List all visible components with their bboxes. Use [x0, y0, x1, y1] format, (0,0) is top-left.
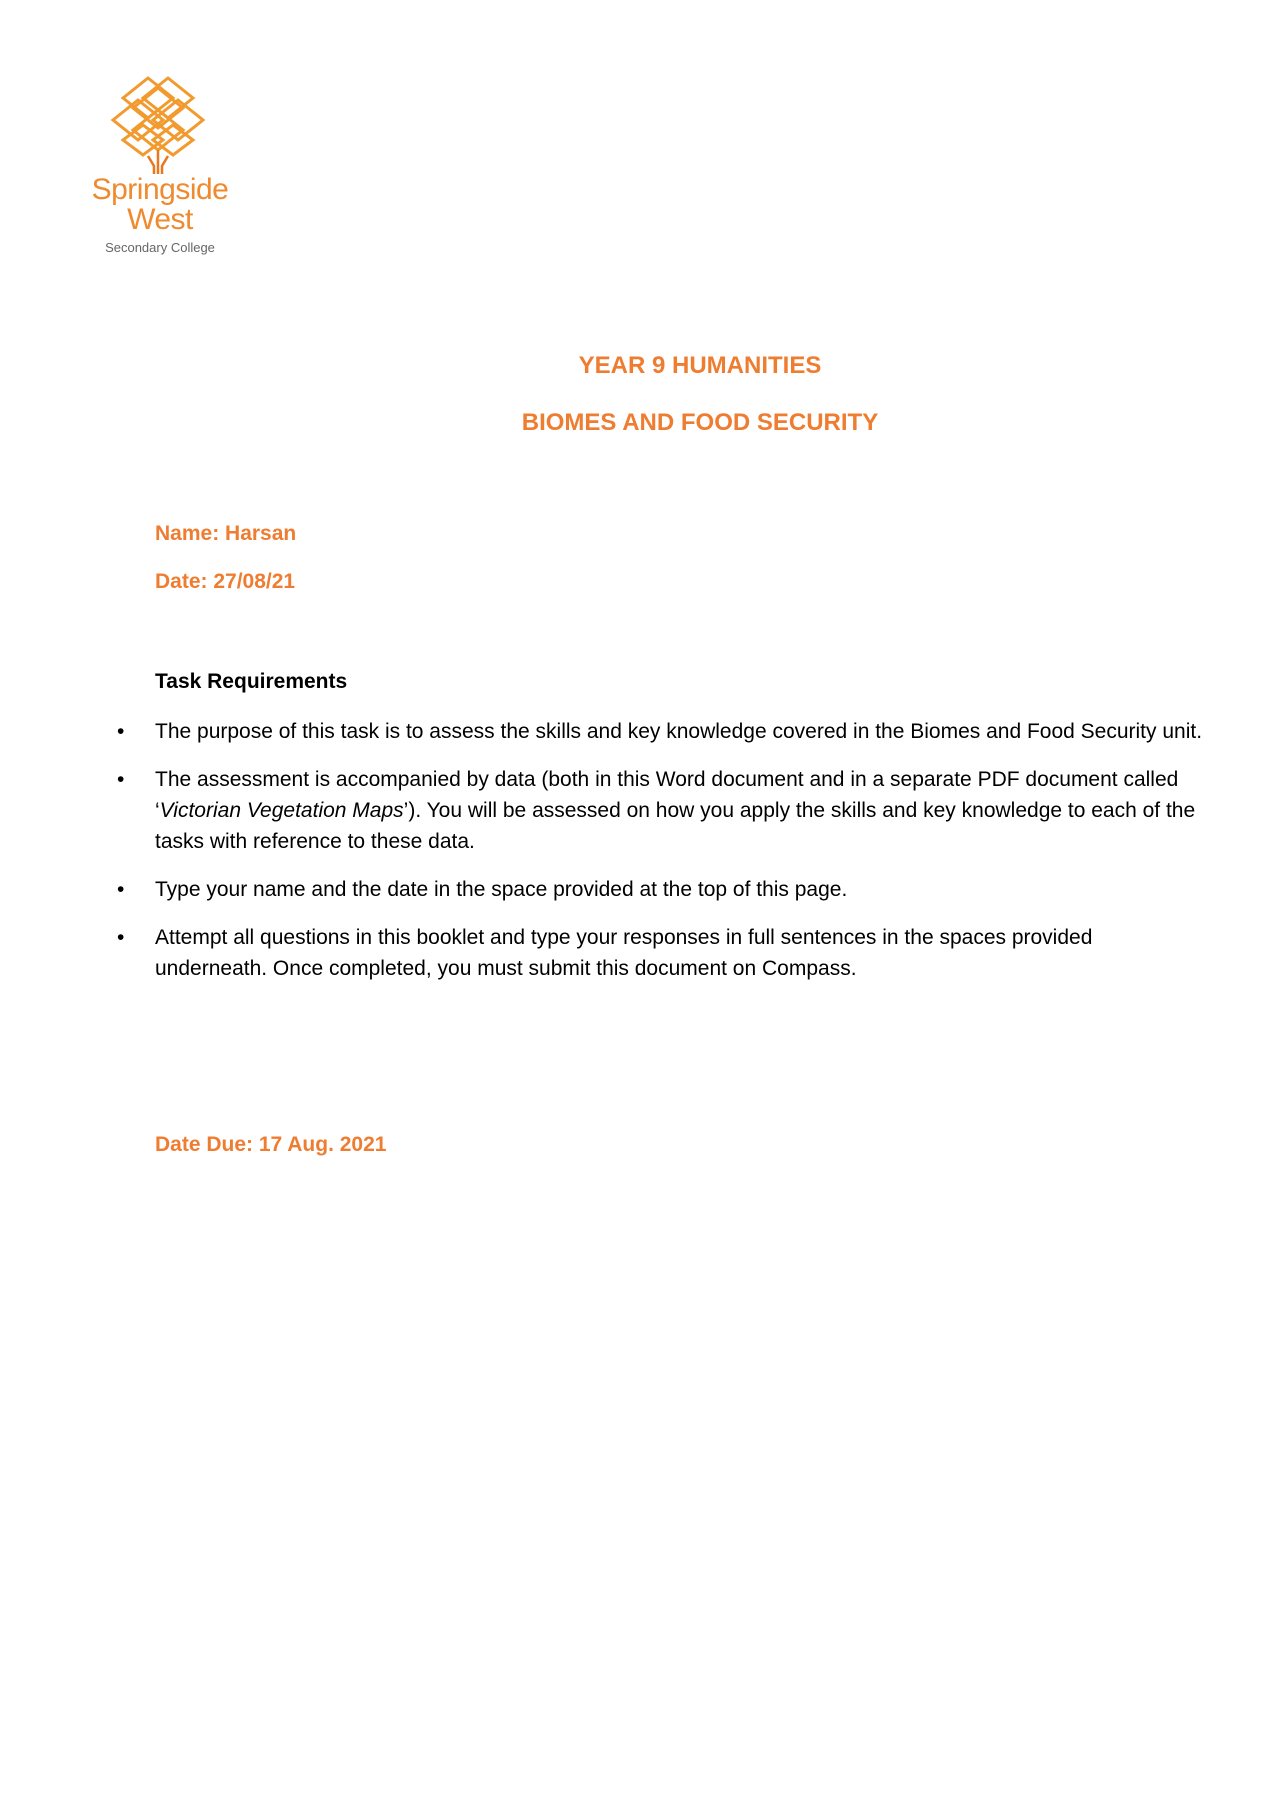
task-requirements-heading: Task Requirements — [155, 670, 348, 693]
logo-text-college: Secondary College — [105, 240, 215, 255]
student-name: Name: Harsan — [155, 522, 297, 545]
bullet-icon: • — [117, 878, 125, 901]
list-item: • Attempt all questions in this booklet and type your responses in full sentences in the spaces provided underneath. Once completed, you must submit this document on Compass. — [155, 922, 1205, 984]
list-item: • The purpose of this task is to assess the skills and key knowledge covered in the Biomes and Food Security unit. — [155, 716, 1205, 747]
document-subtitle: BIOMES AND FOOD SECURITY — [521, 409, 879, 436]
document-title: YEAR 9 HUMANITIES — [578, 352, 822, 379]
pdf-document-name: Victorian Vegetation Maps — [159, 799, 404, 822]
logo-text-west: West — [127, 203, 193, 236]
task-requirements-list — [117, 716, 1205, 1001]
bullet-icon: • — [117, 768, 125, 791]
date-due: Date Due: 17 Aug. 2021 — [155, 1133, 387, 1156]
logo-text-springside: Springside — [91, 173, 229, 206]
student-date: Date: 27/08/21 — [155, 570, 296, 593]
list-item: • Type your name and the date in the space provided at the top of this page. — [155, 874, 1205, 905]
bullet-icon: • — [117, 720, 125, 743]
tree-icon — [88, 70, 238, 180]
list-item: • The assessment is accompanied by data (both in this Word document and in a separate PDF document called ‘Victorian Vegetation Maps’). You will be assessed on how you apply the skills and key knowledge to each of the tasks with reference to these data. — [155, 764, 1205, 857]
bullet-icon: • — [117, 926, 125, 949]
